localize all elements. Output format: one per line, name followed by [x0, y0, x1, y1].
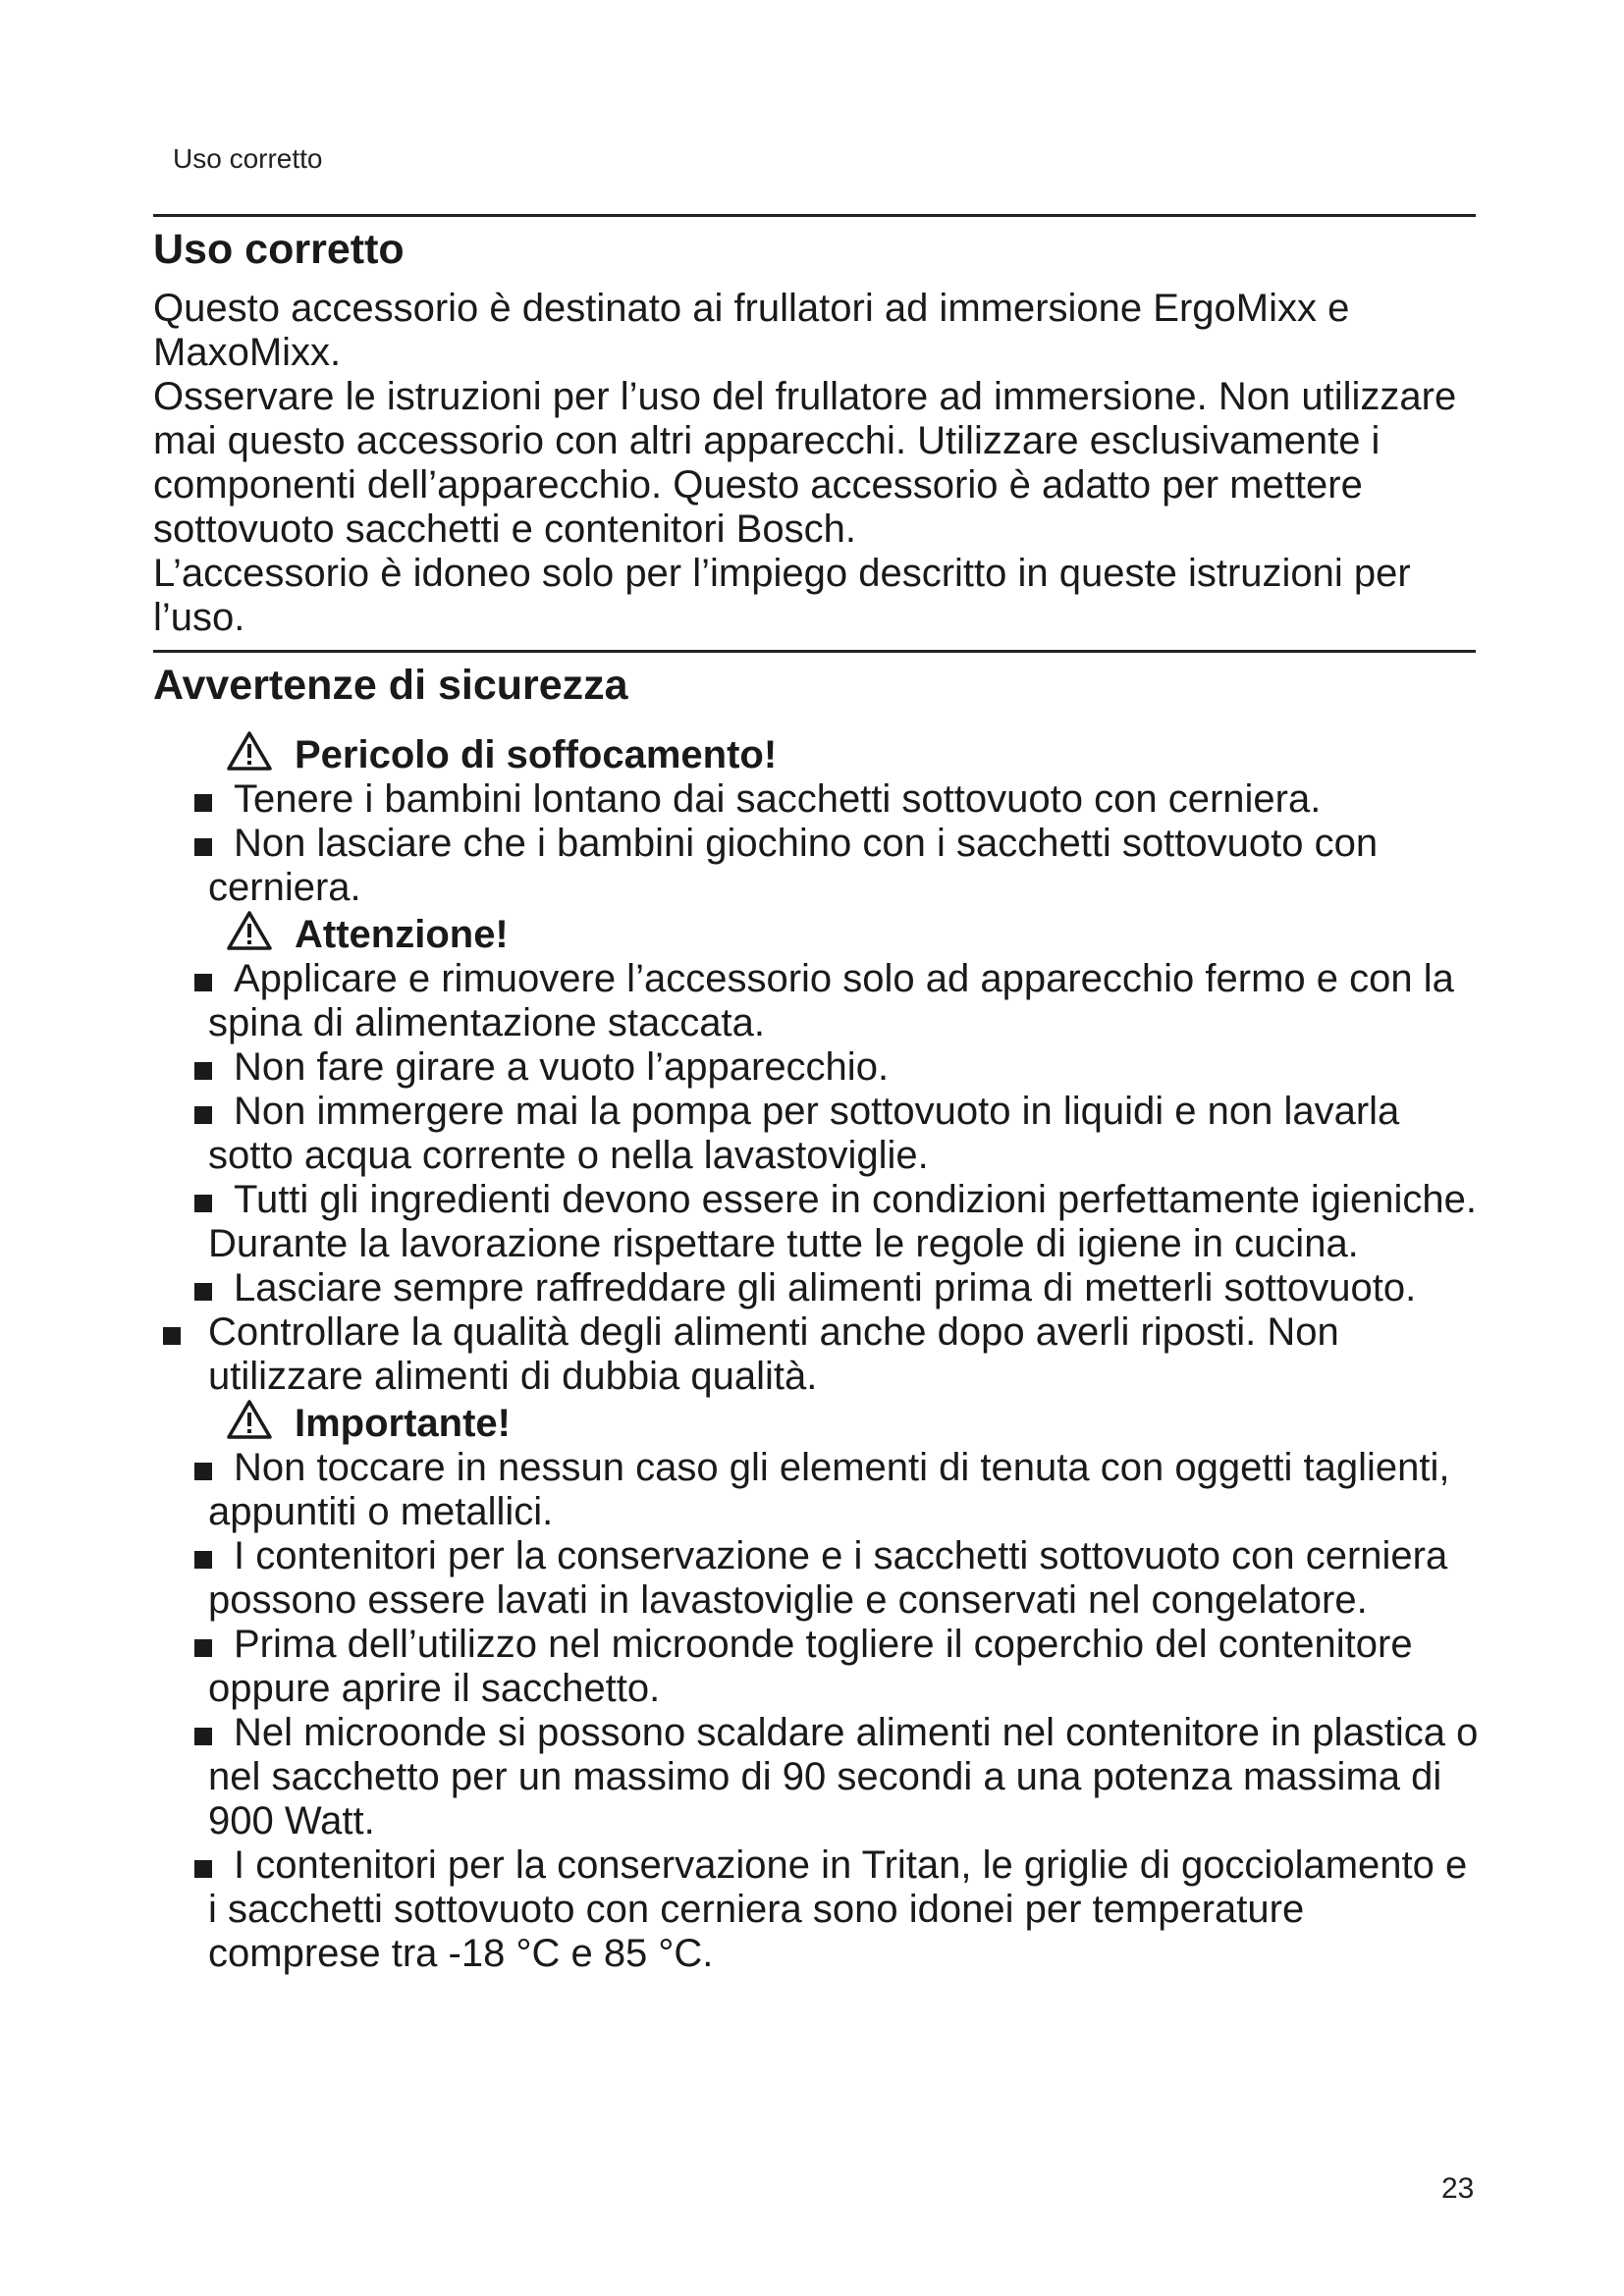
list-item-text: Tenere i bambini lontano dai sacchetti sottovuoto con cerniera. — [234, 777, 1322, 821]
section-title-uso-corretto: Uso corretto — [153, 226, 405, 273]
list-item-text: Prima dell’utilizzo nel microonde togliere il coperchio del contenitore oppure aprire il sacchetto. — [208, 1623, 1413, 1710]
section-divider — [153, 650, 1476, 653]
list-item — [0, 1045, 1485, 1090]
section-title-avvertenze: Avvertenze di sicurezza — [153, 662, 628, 709]
warning-heading-label: Importante! — [295, 1402, 511, 1445]
warning-triangle-icon — [226, 910, 273, 951]
list-item — [0, 777, 1485, 822]
warning-heading — [226, 1399, 1624, 1446]
list-item-text: Applicare e rimuovere l’accessorio solo ad apparecchio fermo e con la spina di alimentazione staccata. — [208, 957, 1454, 1044]
intro-paragraph: Osservare le istruzioni per l’uso del frullatore ad immersione. Non utilizzare mai questo accessorio con altri apparecchi. Utilizzare esclusivamente i componenti dell’apparecchio. Questo accessorio è adatto per mettere sottovuoto sacchetti e contenitori Bosch. — [153, 375, 1457, 551]
warning-heading-label: Attenzione! — [295, 913, 509, 956]
list-item-text: Non immergere mai la pompa per sottovuoto in liquidi e non lavarla sotto acqua corrente o nella lavastoviglie. — [208, 1090, 1400, 1177]
warning-triangle-icon — [226, 1399, 273, 1440]
list-item — [0, 1843, 1485, 1976]
warning-heading-label: Pericolo di soffocamento! — [295, 733, 778, 776]
intro-paragraph: L’accessorio è idoneo solo per l’impiego descritto in queste istruzioni per l’uso. — [153, 552, 1411, 639]
list-item — [0, 1178, 1485, 1266]
bullet-icon — [194, 794, 212, 812]
list-item-text: I contenitori per la conservazione e i sacchetti sottovuoto con cerniera possono essere lavati in lavastoviglie e conservati nel congelatore. — [208, 1534, 1448, 1622]
list-item — [0, 1534, 1485, 1623]
warning-heading — [226, 910, 1624, 957]
bullet-icon — [194, 1463, 212, 1480]
bullet-icon — [194, 1062, 212, 1080]
list-item — [0, 1266, 1485, 1310]
bullet-icon — [194, 1639, 212, 1657]
bullet-icon — [194, 1860, 212, 1878]
list-item — [0, 1090, 1485, 1178]
page-number: 23 — [1441, 2172, 1475, 2205]
list-item-text: Lasciare sempre raffreddare gli alimenti prima di metterli sottovuoto. — [234, 1266, 1417, 1309]
bullet-icon — [194, 1106, 212, 1124]
list-item — [0, 822, 1485, 910]
running-header: Uso corretto — [173, 143, 323, 174]
bullet-icon — [194, 838, 212, 856]
intro-paragraph: Questo accessorio è destinato ai frullatori ad immersione ErgoMixx e MaxoMixx. — [153, 287, 1350, 374]
safety-list — [0, 730, 1624, 1976]
list-item — [0, 1310, 1485, 1399]
intro-text — [153, 287, 1489, 640]
list-item-text: Non lasciare che i bambini giochino con i sacchetti sottovuoto con cerniera. — [208, 822, 1379, 909]
list-item-text: Nel microonde si possono scaldare alimenti nel contenitore in plastica o nel sacchetto per un massimo di 90 secondi a una potenza massima di 900 Watt. — [208, 1711, 1479, 1842]
list-item — [0, 957, 1485, 1045]
bullet-icon — [163, 1327, 181, 1345]
list-item — [0, 1623, 1485, 1711]
list-item-text: Controllare la qualità degli alimenti anche dopo averli riposti. Non utilizzare alimenti di dubbia qualità. — [208, 1310, 1339, 1398]
bullet-icon — [194, 1728, 212, 1745]
warning-heading — [226, 730, 1624, 777]
section-divider — [153, 214, 1476, 217]
list-item-text: Non fare girare a vuoto l’apparecchio. — [234, 1045, 890, 1089]
bullet-icon — [194, 1195, 212, 1212]
list-item-text: I contenitori per la conservazione in Tritan, le griglie di gocciolamento e i sacchetti sottovuoto con cerniera sono idonei per temperature comprese tra -18 °C e 85 °C. — [208, 1843, 1468, 1975]
bullet-icon — [194, 974, 212, 991]
bullet-icon — [194, 1551, 212, 1569]
bullet-icon — [194, 1283, 212, 1301]
list-item-text: Non toccare in nessun caso gli elementi di tenuta con oggetti taglienti, appuntiti o metallici. — [208, 1446, 1450, 1533]
list-item-text: Tutti gli ingredienti devono essere in condizioni perfettamente igieniche. Durante la lavorazione rispettare tutte le regole di igiene in cucina. — [208, 1178, 1477, 1265]
warning-triangle-icon — [226, 730, 273, 772]
list-item — [0, 1711, 1485, 1843]
list-item — [0, 1446, 1485, 1534]
